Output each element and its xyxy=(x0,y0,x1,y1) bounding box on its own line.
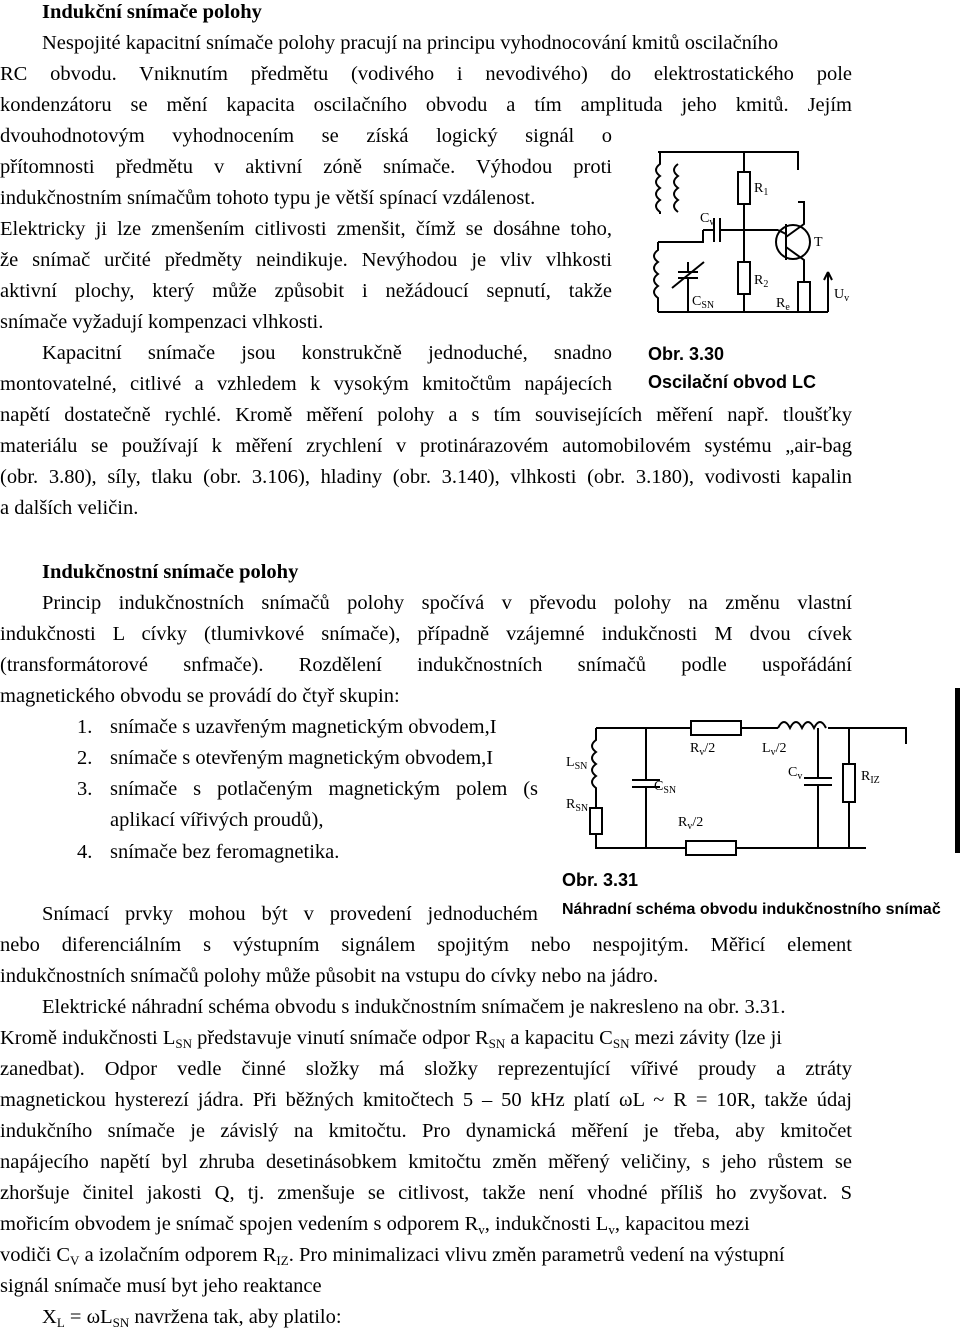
paragraph-line: zhoršuje činitel jakosti Q, tj. zmenšuje se citlivost, takže není vhodné příliš ho zvyšovat. S xyxy=(0,1182,852,1204)
paragraph-line: magnetickou hysterezí jádra. Při běžných kmitočtech 5 – 50 kHz platí ωL ~ R = 10R, takže údaj xyxy=(0,1089,852,1111)
paragraph-line: aktivní plochy, který může způsobit i nežádoucí sepnutí, takže xyxy=(0,280,612,302)
label-r1: $R_1$ xyxy=(754,181,769,198)
label-csn: $C_{SN}$ xyxy=(692,294,715,311)
paragraph-line: materiálu se používají k měření zrychlení v protinárazovém automobilovém systému „air-bag xyxy=(0,435,852,457)
label-rv-half-bottom: $R_v/2$ xyxy=(678,815,704,832)
paragraph-line: Elektrické náhradní schéma obvodu s indukčnostním snímačem je nakresleno na obr. 3.31. xyxy=(42,996,786,1018)
list-item: snímače s otevřeným magnetickým obvodem,I xyxy=(110,747,494,769)
paragraph-line: signál snímače musí byt jeho reaktance xyxy=(0,1275,322,1297)
label-lv-half: $L_v/2$ xyxy=(762,741,787,758)
label-rv-half-top: $R_v/2$ xyxy=(690,741,716,758)
paragraph-line: vodiči $C_V$ a izolačním odporem $R_{IZ}$. Pro minimalizaci vlivu změn parametrů vedení na výstupní xyxy=(0,1244,785,1268)
paragraph-line: nebo diferenciálním s výstupním signálem spojitým nebo nespojitým. Měřicí element xyxy=(0,934,852,956)
list-number: 4. xyxy=(77,841,93,863)
label-uv: $U_v$ xyxy=(834,287,850,304)
list-number: 2. xyxy=(77,747,93,769)
label-r2: $R_2$ xyxy=(754,273,769,290)
paragraph-line: přítomnosti předmětu v aktivní zóně snímače. Výhodou proti xyxy=(0,156,612,178)
section-heading-capacitive: Indukční snímače polohy xyxy=(42,1,262,23)
paragraph-line: snímače vyžadují kompenzaci vlhkosti. xyxy=(0,311,324,333)
paragraph-line: Nespojité kapacitní snímače polohy pracují na principu vyhodnocování kmitů oscilačního xyxy=(42,32,779,54)
paragraph-line: zanedbat). Odpor vedle činné složky má složky reprezentující vířivé proudy a ztráty xyxy=(0,1058,852,1080)
label-cv: $C_v$ xyxy=(700,211,715,228)
paragraph-line: indukčnostním snímačům tohoto typu je větší spínací vzdálenost. xyxy=(0,187,536,209)
paragraph-line: Kromě indukčnosti $L_{SN}$ představuje vinutí snímače odpor $R_{SN}$ a kapacitu $C_{SN}$ mezi závity (lze ji xyxy=(0,1027,783,1051)
label-riz: $R_{IZ}$ xyxy=(861,769,880,786)
paragraph-line: napájecího napětí byl zhruba desetinásobkem kmitočtu změn měřený veličiny, s jeho růstem se xyxy=(0,1151,852,1173)
lc-oscillator-schematic xyxy=(628,122,858,400)
label-lsn: $L_{SN}$ xyxy=(566,755,588,772)
paragraph-line: indukčnostních snímačů polohy může působit na vstupu do cívky nebo na jádro. xyxy=(0,965,659,987)
paragraph-line: napětí dostatečně rychlé. Kromě měření polohy a s tím souvisejících měření např. tloušťky xyxy=(0,404,852,426)
label-re: $R_e$ xyxy=(776,296,790,313)
paragraph-line: kondenzátoru se mění kapacita oscilačního obvodu a tím amplituda jeho kmitů. Jejím xyxy=(0,94,852,116)
paragraph-line: indukčního snímače je závislý na kmitočtu. Pro dynamická měření je třeba, aby kmitočet xyxy=(0,1120,852,1142)
paragraph-line: Elektricky ji lze zmenšením citlivosti zmenšit, čímž se dosáhne toho, xyxy=(0,218,612,240)
list-item-continued: aplikací vířivých proudů), xyxy=(110,809,324,831)
list-number: 1. xyxy=(77,716,93,738)
figure-number: Obr. 3.30 xyxy=(648,344,725,364)
paragraph-line: (transformátorové snfmače). Rozdělení indukčnostních snímačů podle uspořádání xyxy=(0,654,852,676)
label-cv: $C_v$ xyxy=(788,765,803,782)
paragraph-line: RC obvodu. Vniknutím předmětu (vodivého i nevodivého) do elektrostatického pole xyxy=(0,63,852,85)
list-item: snímače bez feromagnetika. xyxy=(110,841,340,863)
list-item: snímače s potlačeným magnetickým polem (s xyxy=(110,778,538,800)
figure-3-30 xyxy=(628,122,858,400)
label-csn: $C_{SN}$ xyxy=(654,779,677,796)
paragraph-line: dvouhodnotovým vyhodnocením se získá logický signál o xyxy=(0,125,612,147)
paragraph-line: indukčnosti L cívky (tlumivkové snímače), případně vzájemné indukčnosti M dvou cívek xyxy=(0,623,852,645)
figure-caption: Oscilační obvod LC xyxy=(648,372,817,392)
paragraph-line: Kapacitní snímače jsou konstrukčně jednoduché, snadno xyxy=(42,342,612,364)
formula-line: $X_L = \omega L_{SN}$ navržena tak, aby platilo: xyxy=(42,1306,342,1330)
section-heading-inductive: Indukčnostní snímače polohy xyxy=(42,561,299,583)
paragraph-line: montovatelné, citlivé a vzhledem k vysokým kmitočtům napájecích xyxy=(0,373,612,395)
paragraph-line: že snímač určité předměty neindikuje. Nevýhodou je vliv vlhkosti xyxy=(0,249,612,271)
paragraph-line: magnetického obvodu se provádí do čtyř skupin: xyxy=(0,685,400,707)
list-number: 3. xyxy=(77,778,93,800)
label-rsn: $R_{SN}$ xyxy=(566,797,589,814)
figure-caption: Náhradní schéma obvodu indukčnostního snímač xyxy=(562,901,941,918)
list-item: snímače s uzavřeným magnetickým obvodem,I xyxy=(110,716,497,738)
paragraph-line: Snímací prvky mohou být v provedení jednoduchém xyxy=(42,903,538,925)
label-t: T xyxy=(814,235,823,250)
paragraph-line: Princip indukčnostních snímačů polohy spočívá v převodu polohy na změnu vlastní xyxy=(42,592,852,614)
figure-number: Obr. 3.31 xyxy=(562,870,639,890)
paragraph-line: mořicím obvodem je snímač spojen vedením s odporem $R_v$, indukčnosti $L_v$, kapacitou mezi xyxy=(0,1213,750,1237)
paragraph-line: a dalších veličin. xyxy=(0,497,139,519)
figure-3-31 xyxy=(556,688,960,924)
inductive-sensor-equivalent-schematic xyxy=(556,688,960,924)
paragraph-line: (obr. 3.80), síly, tlaku (obr. 3.106), hladiny (obr. 3.140), vlhkosti (obr. 3.180), vodivosti kapalin xyxy=(0,466,852,488)
